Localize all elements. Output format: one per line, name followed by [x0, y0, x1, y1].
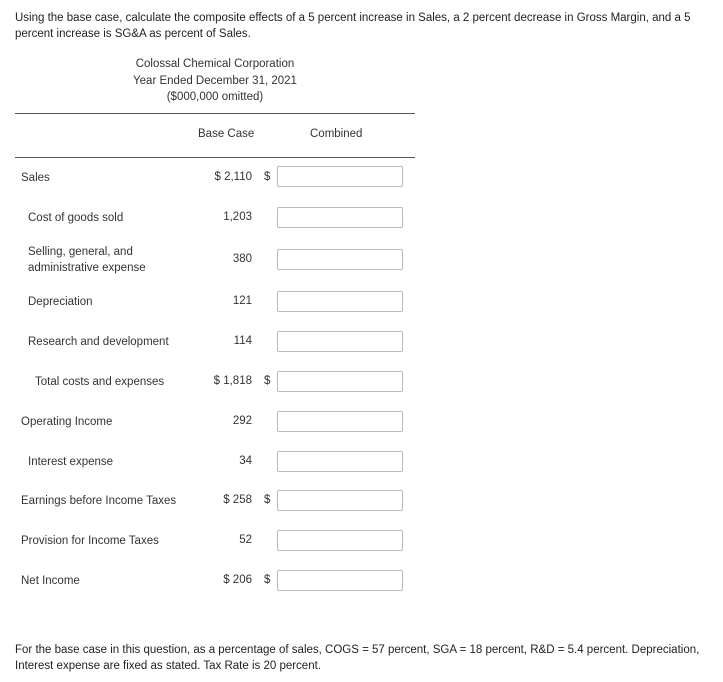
- column-header-combined: Combined: [310, 128, 363, 140]
- row-label-depreciation: Depreciation: [28, 296, 93, 308]
- row-label-interest-expense: Interest expense: [28, 456, 114, 468]
- question-text: Using the base case, calculate the composite effects of a 5 percent increase in Sales, a 2 percent decrease in Gross Margin, and a 5 percent increase is SG&A as percent of Sales.: [15, 12, 691, 40]
- combined-input-total-costs-and-expenses[interactable]: [277, 371, 403, 392]
- header-bottom-rule: [15, 157, 415, 158]
- header-top-rule: [15, 113, 415, 114]
- row-label-provision-for-income-taxes: Provision for Income Taxes: [21, 535, 159, 547]
- combined-input-research-and-development[interactable]: [277, 331, 403, 352]
- combined-input-cost-of-goods-sold[interactable]: [277, 207, 403, 228]
- base-case-note: For the base case in this question, as a percentage of sales, COGS = 57 percent, SGA = 18 percent, R&D = 5.4 percent. Depreciation, Interest expense are fixed as stated. Tax Rate is 20 percent.: [15, 644, 700, 672]
- base-value-earnings-before-income-taxes: $ 258: [223, 494, 252, 506]
- statement-period: Year Ended December 31, 2021: [133, 75, 297, 87]
- row-label-cost-of-goods-sold: Cost of goods sold: [28, 212, 124, 224]
- base-value-cost-of-goods-sold: 1,203: [223, 211, 252, 223]
- base-value-sga-expense: 380: [232, 253, 252, 265]
- base-value-total-costs-and-expenses: $ 1,818: [213, 375, 252, 387]
- row-label-total-costs-and-expenses: Total costs and expenses: [35, 376, 165, 388]
- combined-input-earnings-before-income-taxes[interactable]: [277, 490, 403, 511]
- column-header-base-case: Base Case: [198, 128, 255, 140]
- combined-input-operating-income[interactable]: [277, 411, 403, 432]
- base-value-net-income: $ 206: [223, 574, 252, 586]
- company-name: Colossal Chemical Corporation: [135, 58, 295, 70]
- combined-input-depreciation[interactable]: [277, 291, 403, 312]
- combined-input-net-income[interactable]: [277, 570, 403, 591]
- combined-input-sga-expense[interactable]: [277, 249, 403, 270]
- dollar-sign-sales: $: [264, 171, 271, 183]
- dollar-sign-total-costs-and-expenses: $: [264, 375, 271, 387]
- base-value-operating-income: 292: [232, 415, 252, 427]
- combined-input-sales[interactable]: [277, 166, 403, 187]
- row-label-net-income: Net Income: [21, 575, 80, 587]
- row-label-sales: Sales: [21, 172, 50, 184]
- base-value-research-and-development: 114: [233, 335, 252, 347]
- row-label-earnings-before-income-taxes: Earnings before Income Taxes: [21, 495, 177, 507]
- base-value-interest-expense: 34: [239, 455, 252, 467]
- statement-units: ($000,000 omitted): [166, 91, 264, 103]
- dollar-sign-net-income: $: [264, 574, 271, 586]
- combined-input-interest-expense[interactable]: [277, 451, 403, 472]
- base-value-sales: $ 2,110: [214, 171, 252, 183]
- row-label-research-and-development: Research and development: [28, 336, 169, 348]
- combined-input-provision-for-income-taxes[interactable]: [277, 530, 403, 551]
- base-value-depreciation: 121: [232, 295, 252, 307]
- row-label-sga-expense: Selling, general, and administrative expense: [28, 246, 146, 274]
- base-value-provision-for-income-taxes: 52: [239, 534, 252, 546]
- row-label-operating-income: Operating Income: [21, 416, 113, 428]
- dollar-sign-earnings-before-income-taxes: $: [264, 494, 271, 506]
